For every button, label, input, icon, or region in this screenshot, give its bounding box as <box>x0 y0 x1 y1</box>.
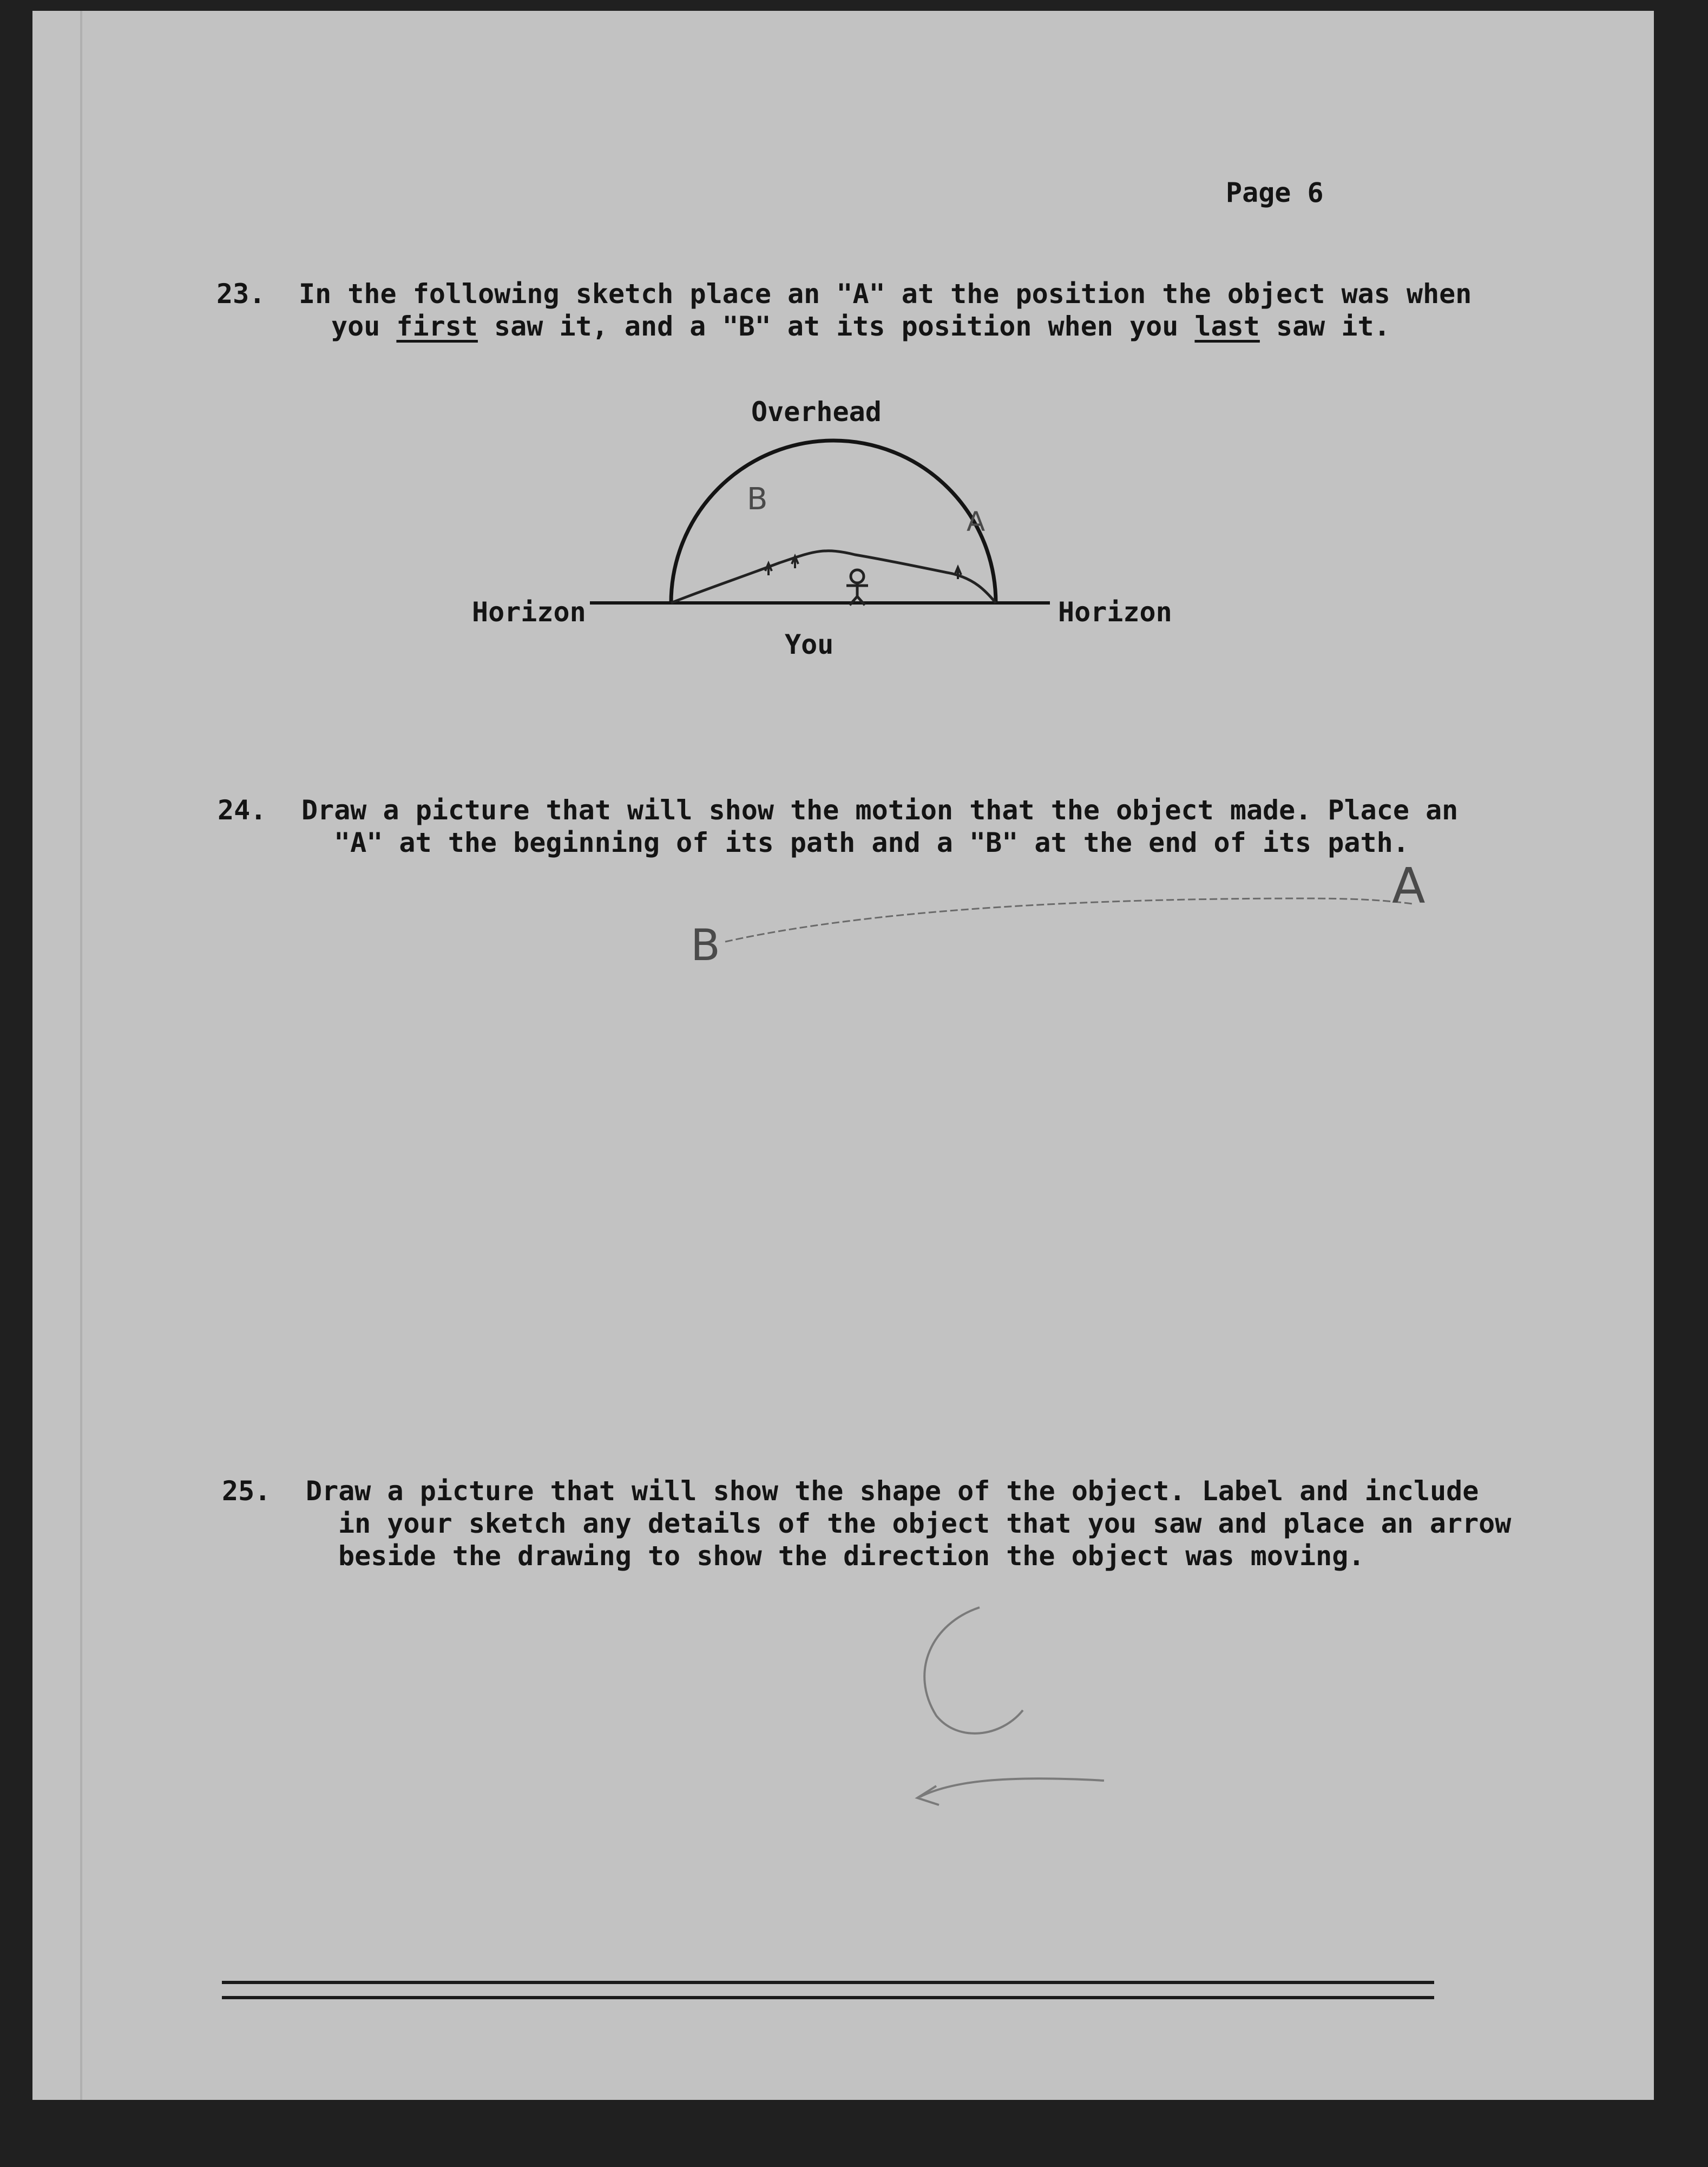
q23-handwritten-b: B <box>747 482 768 517</box>
q23-line-1: In the following sketch place an "A" at the position the object was when <box>299 278 1472 310</box>
direction-arrow-line <box>920 1778 1104 1797</box>
person-icon <box>846 570 868 605</box>
object-shape-outline <box>924 1607 1023 1733</box>
q24-handwritten-b: B <box>691 920 720 970</box>
q24-line-2: "A" at the beginning of its path and a "B" at the end of its path. <box>334 827 1409 858</box>
margin-line <box>80 11 82 2100</box>
sky-dome-sketch <box>574 433 1093 628</box>
sketch-horizon-right-label: Horizon <box>1058 596 1172 628</box>
q25-line-1: Draw a picture that will show the shape of the object. Label and include <box>306 1475 1479 1507</box>
arrow-head-icon <box>917 1786 939 1805</box>
document-page <box>32 11 1654 2100</box>
q24-motion-path <box>709 877 1445 963</box>
q24-handwritten-a: A <box>1392 858 1425 915</box>
page-number: Page 6 <box>1226 177 1324 208</box>
q25-shape-sketch <box>888 1591 1137 1818</box>
q23-number: 23. <box>216 278 266 310</box>
sketch-you-label: You <box>785 629 834 660</box>
q23-handwritten-a: A <box>967 506 986 537</box>
q25-line-3: beside the drawing to show the direction the object was moving. <box>338 1540 1365 1572</box>
sky-dome-arc <box>671 441 996 603</box>
q23-line-2: you first saw it, and a "B" at its position when you last saw it. <box>331 311 1390 342</box>
sketch-overhead-label: Overhead <box>751 396 882 428</box>
treeline-outline <box>671 551 996 603</box>
q25-line-2: in your sketch any details of the object that you saw and place an arrow <box>338 1508 1512 1539</box>
q24-number: 24. <box>218 794 267 826</box>
bottom-rule-lower <box>222 1996 1434 1999</box>
q24-line-1: Draw a picture that will show the motion that the object made. Place an <box>301 794 1459 826</box>
q23-first-underlined: first <box>396 311 478 342</box>
sketch-horizon-left-label: Horizon <box>472 596 586 628</box>
bottom-rule-upper <box>222 1981 1434 1984</box>
q25-number: 25. <box>222 1475 271 1507</box>
q23-last-underlined: last <box>1194 311 1260 342</box>
